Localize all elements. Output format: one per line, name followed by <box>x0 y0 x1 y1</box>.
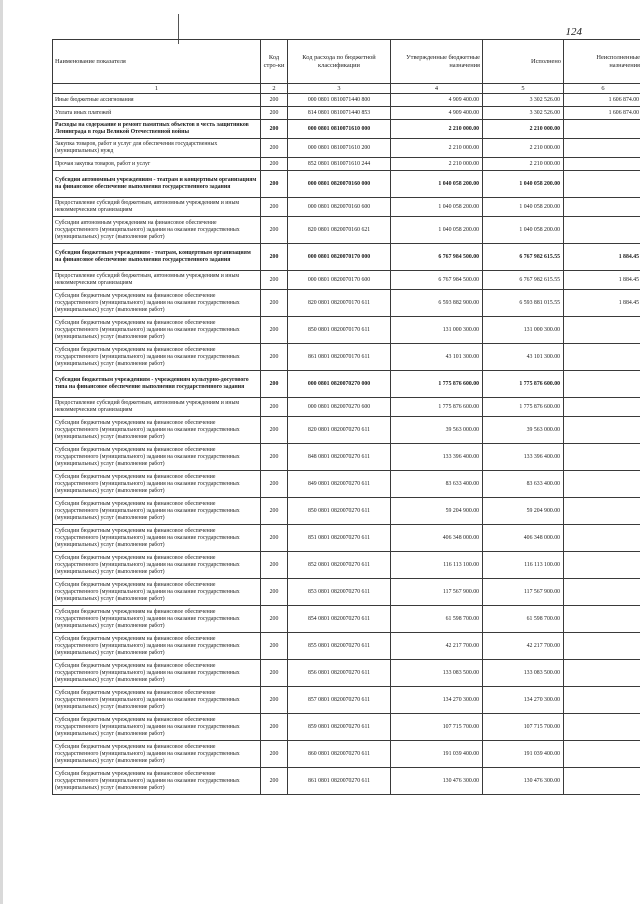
row-unexecuted <box>564 344 640 371</box>
row-approved: 116 113 100.00 <box>391 552 483 579</box>
row-classification: 820 0801 0820070270 611 <box>288 417 391 444</box>
row-unexecuted <box>564 217 640 244</box>
row-approved: 134 270 300.00 <box>391 687 483 714</box>
row-executed: 83 633 400.00 <box>483 471 564 498</box>
row-approved: 6 767 984 500.00 <box>391 244 483 271</box>
table-row <box>53 158 640 171</box>
row-name: Субсидии бюджетным учреждениям на финансовое обеспечение государственного (муниципального) задания на оказание государственных (муниципальных) услуг (выполнение работ) <box>53 606 261 633</box>
table-row <box>53 94 640 107</box>
row-unexecuted <box>564 525 640 552</box>
row-classification: 850 0801 0820070170 611 <box>288 317 391 344</box>
row-unexecuted <box>564 158 640 171</box>
row-name: Субсидии бюджетным учреждениям - учреждениям культурно-досугового типа на финансовое обеспечение выполнения государственного задания <box>53 371 261 398</box>
row-classification: 854 0801 0820070270 611 <box>288 606 391 633</box>
row-approved: 43 101 300.00 <box>391 344 483 371</box>
row-classification: 814 0801 0810071440 853 <box>288 107 391 120</box>
row-executed: 42 217 700.00 <box>483 633 564 660</box>
row-executed: 134 270 300.00 <box>483 687 564 714</box>
table-row <box>53 217 640 244</box>
table-header-row <box>53 40 640 84</box>
row-code: 200 <box>261 217 288 244</box>
row-approved: 2 210 000.00 <box>391 120 483 139</box>
row-executed: 3 302 526.00 <box>483 107 564 120</box>
row-code: 200 <box>261 244 288 271</box>
row-approved: 1 040 058 200.00 <box>391 217 483 244</box>
table-row <box>53 244 640 271</box>
row-code: 200 <box>261 371 288 398</box>
row-approved: 42 217 700.00 <box>391 633 483 660</box>
row-classification: 000 0801 0810071610 200 <box>288 139 391 158</box>
table-row <box>53 606 640 633</box>
row-executed: 133 083 500.00 <box>483 660 564 687</box>
row-classification: 860 0801 0820070270 611 <box>288 741 391 768</box>
row-unexecuted <box>564 371 640 398</box>
row-unexecuted: 1 606 874.00 <box>564 107 640 120</box>
row-classification: 857 0801 0820070270 611 <box>288 687 391 714</box>
column-number: 4 <box>391 84 483 94</box>
table-row <box>53 552 640 579</box>
row-classification: 000 0801 0820070160 000 <box>288 171 391 198</box>
row-unexecuted <box>564 552 640 579</box>
row-code: 200 <box>261 398 288 417</box>
row-code: 200 <box>261 498 288 525</box>
row-name: Субсидии бюджетным учреждениям на финансовое обеспечение государственного (муниципального) задания на оказание государственных (муниципальных) услуг (выполнение работ) <box>53 687 261 714</box>
row-unexecuted: 1 884.45 <box>564 290 640 317</box>
row-approved: 4 909 400.00 <box>391 94 483 107</box>
row-code: 200 <box>261 714 288 741</box>
row-name: Субсидии бюджетным учреждениям на финансовое обеспечение государственного (муниципального) задания на оказание государственных (муниципальных) услуг (выполнение работ) <box>53 552 261 579</box>
row-name: Расходы на содержание и ремонт памятных объектов в честь защитников Ленинграда в годы Великой Отечественной войны <box>53 120 261 139</box>
row-executed: 2 210 000.00 <box>483 120 564 139</box>
row-classification: 859 0801 0820070270 611 <box>288 714 391 741</box>
row-code: 200 <box>261 107 288 120</box>
column-number: 2 <box>261 84 288 94</box>
row-classification: 861 0801 0820070170 611 <box>288 344 391 371</box>
row-code: 200 <box>261 471 288 498</box>
table-row <box>53 687 640 714</box>
row-approved: 61 598 700.00 <box>391 606 483 633</box>
row-unexecuted <box>564 606 640 633</box>
row-name: Субсидии бюджетным учреждениям на финансовое обеспечение государственного (муниципального) задания на оказание государственных (муниципальных) услуг (выполнение работ) <box>53 317 261 344</box>
column-number: 6 <box>564 84 640 94</box>
row-name: Субсидии бюджетным учреждениям на финансовое обеспечение государственного (муниципального) задания на оказание государственных (муниципальных) услуг (выполнение работ) <box>53 417 261 444</box>
row-classification: 852 0801 0820070270 611 <box>288 552 391 579</box>
row-classification: 820 0801 0820070160 621 <box>288 217 391 244</box>
row-approved: 133 083 500.00 <box>391 660 483 687</box>
row-approved: 39 563 000.00 <box>391 417 483 444</box>
row-approved: 2 210 000.00 <box>391 139 483 158</box>
row-classification: 853 0801 0820070270 611 <box>288 579 391 606</box>
row-name: Субсидии бюджетным учреждениям на финансовое обеспечение государственного (муниципального) задания на оказание государственных (муниципальных) услуг (выполнение работ) <box>53 525 261 552</box>
header-unexecuted: Неисполненные назначения <box>564 40 640 84</box>
row-classification: 856 0801 0820070270 611 <box>288 660 391 687</box>
row-approved: 4 909 400.00 <box>391 107 483 120</box>
row-classification: 849 0801 0820070270 611 <box>288 471 391 498</box>
row-code: 200 <box>261 552 288 579</box>
row-executed: 133 396 400.00 <box>483 444 564 471</box>
table-body <box>53 94 640 795</box>
row-name: Предоставление субсидий бюджетным, автономным учреждениям и иным некоммерческим организациям <box>53 271 261 290</box>
row-name: Субсидии бюджетным учреждениям на финансовое обеспечение государственного (муниципального) задания на оказание государственных (муниципальных) услуг (выполнение работ) <box>53 444 261 471</box>
table-row <box>53 371 640 398</box>
row-unexecuted <box>564 714 640 741</box>
row-executed: 39 563 000.00 <box>483 417 564 444</box>
row-code: 200 <box>261 687 288 714</box>
row-approved: 83 633 400.00 <box>391 471 483 498</box>
table-row <box>53 471 640 498</box>
column-number: 1 <box>53 84 261 94</box>
row-executed: 43 101 300.00 <box>483 344 564 371</box>
table-row <box>53 317 640 344</box>
row-name: Субсидии бюджетным учреждениям на финансовое обеспечение государственного (муниципального) задания на оказание государственных (муниципальных) услуг (выполнение работ) <box>53 633 261 660</box>
header-approved: Утвержденные бюджетные назначения <box>391 40 483 84</box>
row-unexecuted <box>564 498 640 525</box>
row-name: Субсидии бюджетным учреждениям на финансовое обеспечение государственного (муниципального) задания на оказание государственных (муниципальных) услуг (выполнение работ) <box>53 660 261 687</box>
row-unexecuted: 1 884.45 <box>564 244 640 271</box>
row-classification: 850 0801 0820070270 611 <box>288 498 391 525</box>
row-classification: 000 0801 0820070270 000 <box>288 371 391 398</box>
header-name: Наименование показателя <box>53 40 261 84</box>
table-row <box>53 198 640 217</box>
row-classification: 000 0801 0820070170 600 <box>288 271 391 290</box>
row-name: Субсидии бюджетным учреждениям на финансовое обеспечение государственного (муниципального) задания на оказание государственных (муниципальных) услуг (выполнение работ) <box>53 498 261 525</box>
row-name: Субсидии бюджетным учреждениям на финансовое обеспечение государственного (муниципального) задания на оказание государственных (муниципальных) услуг (выполнение работ) <box>53 290 261 317</box>
row-code: 200 <box>261 198 288 217</box>
row-name: Закупка товаров, работ и услуг для обеспечения государственных (муниципальных) нужд <box>53 139 261 158</box>
row-executed: 2 210 000.00 <box>483 158 564 171</box>
row-executed: 61 598 700.00 <box>483 606 564 633</box>
row-classification: 820 0801 0820070170 611 <box>288 290 391 317</box>
row-approved: 117 567 900.00 <box>391 579 483 606</box>
table-row <box>53 417 640 444</box>
row-executed: 130 476 300.00 <box>483 768 564 795</box>
row-name: Субсидии бюджетным учреждениям на финансовое обеспечение государственного (муниципального) задания на оказание государственных (муниципальных) услуг (выполнение работ) <box>53 741 261 768</box>
row-code: 200 <box>261 94 288 107</box>
header-executed: Исполнено <box>483 40 564 84</box>
page-number: 124 <box>565 26 582 38</box>
row-classification: 000 0801 0810071440 800 <box>288 94 391 107</box>
row-classification: 852 0801 0810071610 244 <box>288 158 391 171</box>
row-approved: 131 000 300.00 <box>391 317 483 344</box>
row-code: 200 <box>261 606 288 633</box>
row-unexecuted <box>564 444 640 471</box>
row-classification: 848 0801 0820070270 611 <box>288 444 391 471</box>
row-approved: 1 040 058 200.00 <box>391 171 483 198</box>
row-code: 200 <box>261 120 288 139</box>
row-unexecuted: 1 606 874.00 <box>564 94 640 107</box>
row-unexecuted <box>564 768 640 795</box>
row-name: Субсидии автономным учреждениям на финансовое обеспечение государственного (муниципального) задания на оказание государственных (муниципальных) услуг (выполнение работ) <box>53 217 261 244</box>
header-classification: Код расхода по бюджетной классификации <box>288 40 391 84</box>
row-approved: 130 476 300.00 <box>391 768 483 795</box>
table-row <box>53 139 640 158</box>
row-unexecuted <box>564 139 640 158</box>
row-unexecuted <box>564 120 640 139</box>
column-number: 3 <box>288 84 391 94</box>
row-name: Субсидии бюджетным учреждениям на финансовое обеспечение государственного (муниципального) задания на оказание государственных (муниципальных) услуг (выполнение работ) <box>53 714 261 741</box>
column-number-row <box>53 84 640 94</box>
row-classification: 000 0801 0810071610 000 <box>288 120 391 139</box>
table-row <box>53 171 640 198</box>
table-row <box>53 768 640 795</box>
row-code: 200 <box>261 139 288 158</box>
row-executed: 3 302 526.00 <box>483 94 564 107</box>
row-executed: 406 348 000.00 <box>483 525 564 552</box>
row-name: Иные бюджетные ассигнования <box>53 94 261 107</box>
row-classification: 000 0801 0820070270 600 <box>288 398 391 417</box>
table-row <box>53 660 640 687</box>
row-name: Уплата иных платежей <box>53 107 261 120</box>
row-code: 200 <box>261 633 288 660</box>
row-approved: 133 396 400.00 <box>391 444 483 471</box>
row-executed: 131 000 300.00 <box>483 317 564 344</box>
row-approved: 6 593 882 900.00 <box>391 290 483 317</box>
header-code: Код стро-ки <box>261 40 288 84</box>
table-row <box>53 579 640 606</box>
row-unexecuted <box>564 741 640 768</box>
row-unexecuted <box>564 687 640 714</box>
row-name: Предоставление субсидий бюджетным, автономным учреждениям и иным некоммерческим организациям <box>53 398 261 417</box>
row-unexecuted <box>564 171 640 198</box>
row-approved: 1 775 876 600.00 <box>391 398 483 417</box>
row-executed: 117 567 900.00 <box>483 579 564 606</box>
row-executed: 1 040 058 200.00 <box>483 217 564 244</box>
row-code: 200 <box>261 768 288 795</box>
row-code: 200 <box>261 579 288 606</box>
row-classification: 861 0801 0820070270 611 <box>288 768 391 795</box>
row-executed: 191 039 400.00 <box>483 741 564 768</box>
row-executed: 107 715 700.00 <box>483 714 564 741</box>
table-row <box>53 498 640 525</box>
row-name: Субсидии бюджетным учреждениям на финансовое обеспечение государственного (муниципального) задания на оказание государственных (муниципальных) услуг (выполнение работ) <box>53 768 261 795</box>
row-unexecuted <box>564 471 640 498</box>
table-row <box>53 120 640 139</box>
table-row <box>53 444 640 471</box>
table-row <box>53 525 640 552</box>
row-code: 200 <box>261 158 288 171</box>
row-executed: 1 775 876 600.00 <box>483 398 564 417</box>
row-approved: 107 715 700.00 <box>391 714 483 741</box>
row-approved: 59 204 900.00 <box>391 498 483 525</box>
row-code: 200 <box>261 290 288 317</box>
row-executed: 6 767 982 615.55 <box>483 271 564 290</box>
row-name: Прочая закупка товаров, работ и услуг <box>53 158 261 171</box>
row-code: 200 <box>261 417 288 444</box>
row-code: 200 <box>261 660 288 687</box>
row-approved: 191 039 400.00 <box>391 741 483 768</box>
table-row <box>53 714 640 741</box>
row-approved: 6 767 984 500.00 <box>391 271 483 290</box>
budget-execution-table <box>52 39 640 795</box>
table-row <box>53 741 640 768</box>
row-name: Субсидии автономным учреждениям - театрам и концертным организациям на финансовое обеспечение выполнения государственного задания <box>53 171 261 198</box>
row-code: 200 <box>261 741 288 768</box>
table-row <box>53 107 640 120</box>
row-executed: 1 040 058 200.00 <box>483 198 564 217</box>
row-name: Предоставление субсидий бюджетным, автономным учреждениям и иным некоммерческим организациям <box>53 198 261 217</box>
row-executed: 1 040 058 200.00 <box>483 171 564 198</box>
row-approved: 2 210 000.00 <box>391 158 483 171</box>
row-unexecuted <box>564 417 640 444</box>
row-name: Субсидии бюджетным учреждениям на финансовое обеспечение государственного (муниципального) задания на оказание государственных (муниципальных) услуг (выполнение работ) <box>53 471 261 498</box>
row-code: 200 <box>261 171 288 198</box>
row-executed: 6 767 982 615.55 <box>483 244 564 271</box>
table-row <box>53 633 640 660</box>
table-row <box>53 398 640 417</box>
row-executed: 1 775 876 600.00 <box>483 371 564 398</box>
scan-page-edge <box>0 0 3 904</box>
row-executed: 59 204 900.00 <box>483 498 564 525</box>
row-executed: 6 593 881 015.55 <box>483 290 564 317</box>
row-approved: 1 040 058 200.00 <box>391 198 483 217</box>
budget-table-container <box>52 39 638 795</box>
row-classification: 851 0801 0820070270 611 <box>288 525 391 552</box>
row-unexecuted <box>564 633 640 660</box>
row-classification: 855 0801 0820070270 611 <box>288 633 391 660</box>
row-executed: 116 113 100.00 <box>483 552 564 579</box>
row-code: 200 <box>261 317 288 344</box>
row-name: Субсидии бюджетным учреждениям на финансовое обеспечение государственного (муниципального) задания на оказание государственных (муниципальных) услуг (выполнение работ) <box>53 344 261 371</box>
row-classification: 000 0801 0820070170 000 <box>288 244 391 271</box>
row-unexecuted <box>564 579 640 606</box>
row-code: 200 <box>261 344 288 371</box>
table-row <box>53 344 640 371</box>
row-executed: 2 210 000.00 <box>483 139 564 158</box>
row-name: Субсидии бюджетным учреждениям на финансовое обеспечение государственного (муниципального) задания на оказание государственных (муниципальных) услуг (выполнение работ) <box>53 579 261 606</box>
table-row <box>53 271 640 290</box>
table-row <box>53 290 640 317</box>
row-code: 200 <box>261 271 288 290</box>
row-unexecuted <box>564 198 640 217</box>
row-code: 200 <box>261 444 288 471</box>
row-approved: 1 775 876 600.00 <box>391 371 483 398</box>
row-unexecuted <box>564 317 640 344</box>
row-approved: 406 348 000.00 <box>391 525 483 552</box>
row-unexecuted <box>564 398 640 417</box>
row-unexecuted <box>564 660 640 687</box>
row-code: 200 <box>261 525 288 552</box>
column-number: 5 <box>483 84 564 94</box>
row-classification: 000 0801 0820070160 600 <box>288 198 391 217</box>
row-unexecuted: 1 884.45 <box>564 271 640 290</box>
row-name: Субсидии бюджетным учреждениям - театрам, концертным организациям на финансовое обеспечение выполнения государственного задания <box>53 244 261 271</box>
